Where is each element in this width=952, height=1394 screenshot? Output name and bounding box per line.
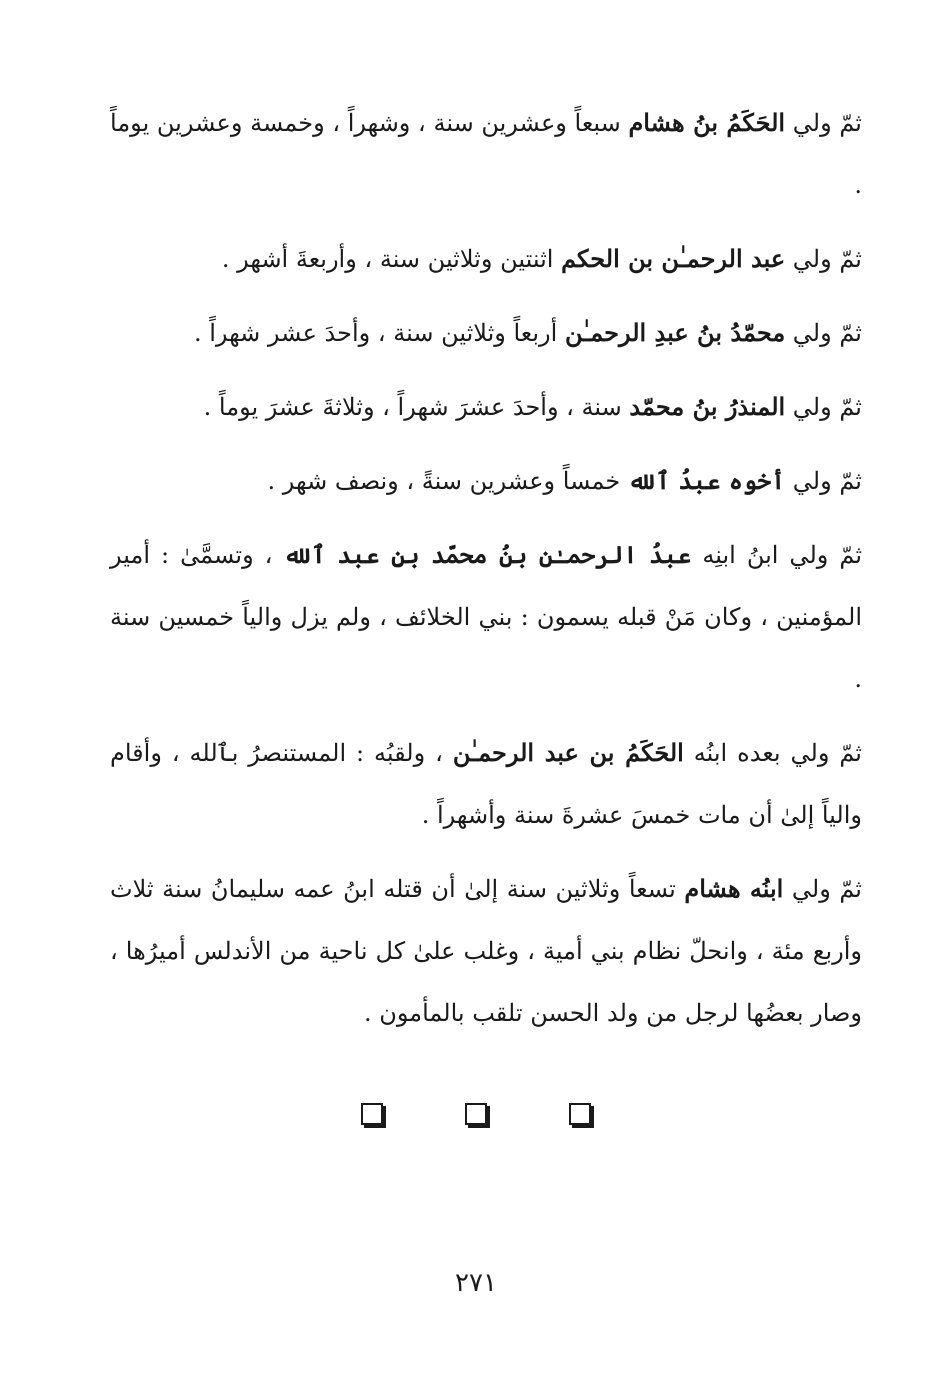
text-segment: ثمّ ولي ابنُ ابنِه (691, 541, 863, 569)
text-segment: خمساً وعشرين سنةً ، ونصف شهر . (267, 467, 628, 495)
ruler-name: أخوه عبدُ ٱلله (627, 466, 786, 495)
section-divider (0, 1103, 952, 1125)
main-text (110, 92, 862, 1056)
paragraph (110, 858, 862, 1044)
page-number: ٢٧١ (455, 1268, 497, 1298)
text-segment: ثمّ ولي (783, 875, 862, 903)
paragraph (110, 92, 862, 216)
text-segment: تسعاً وثلاثين سنة إلىٰ أن قتله ابنُ عمه سليمانُ سنة ثلاث وأربع مئة ، وانحلّ نظام بني أمية ، وغلب علىٰ كل ناحية من الأندلس أميرُها ، وصار بعضُها لرجل من ولد الحسن تلقب بالمأمون . (110, 875, 862, 1027)
ruler-name: الحَكَمُ بن عبد الرحمـٰن (452, 738, 684, 767)
text-segment: اثنتين وثلاثين سنة ، وأربعةَ أشهر . (221, 245, 562, 273)
square-ornament-icon (465, 1103, 487, 1125)
paragraph (110, 302, 862, 364)
text-segment: أربعاً وثلاثين سنة ، وأحدَ عشر شهراً . (193, 319, 565, 347)
text-segment: ، ولقبُه : المستنصرُ بٱلله ، وأقام والياً إلىٰ أن مات خمسَ عشرةَ سنة وأشهراً . (110, 739, 862, 829)
text-segment: ثمّ ولي (785, 467, 862, 495)
paragraph (110, 524, 862, 710)
paragraph (110, 450, 862, 512)
text-segment: ثمّ ولي (785, 245, 862, 273)
text-segment: ثمّ ولي (785, 319, 862, 347)
text-segment: ثمّ ولي (785, 393, 862, 421)
ruler-name: الحَكَمُ بنُ هشام (628, 108, 786, 137)
ruler-name: ابنُه هشام (684, 874, 784, 903)
text-segment: سبعاً وعشرين سنة ، وشهراً ، وخمسة وعشرين يوماً . (110, 109, 862, 199)
text-segment: سنة ، وأحدَ عشرَ شهراً ، وثلاثةَ عشرَ يوماً . (203, 393, 630, 421)
ruler-name: عبدُ الرحمـٰن بنُ محمّد بنِ عبد ٱلله (283, 540, 692, 569)
ruler-name: عبد الرحمـٰن بن الحكم (561, 244, 786, 273)
text-segment: ثمّ ولي بعده ابنُه (683, 739, 862, 767)
square-ornament-icon (569, 1103, 591, 1125)
text-segment: ، وتسمَّىٰ : أمير المؤمنين ، وكان مَنْ قبله يسمون : بني الخلائف ، ولم يزل والياً خمسين سنة . (110, 541, 862, 693)
paragraph (110, 228, 862, 290)
paragraph (110, 722, 862, 846)
square-ornament-icon (361, 1103, 383, 1125)
paragraph (110, 376, 862, 438)
ruler-name: محمّدُ بنُ عبدِ الرحمـٰن (564, 318, 786, 347)
ruler-name: المنذرُ بنُ محمّد (629, 392, 786, 421)
text-segment: ثمّ ولي (785, 109, 862, 137)
